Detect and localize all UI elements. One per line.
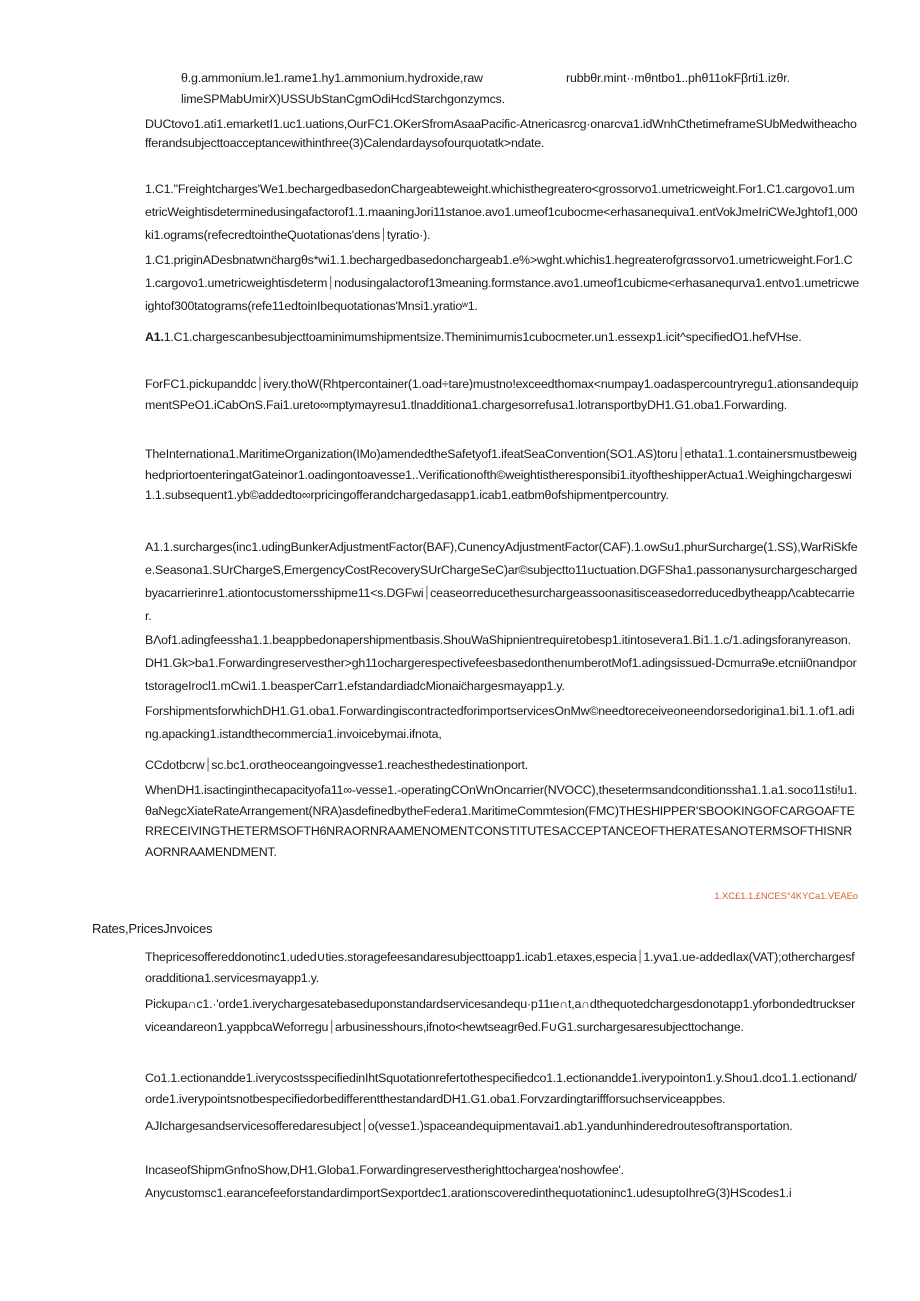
top-right-line-1: rubbθr.mint··mθntbo1..phθ11okFβrti1.izθr. — [566, 71, 790, 85]
paragraph-ocean-vessel: CCdotbcrw⏐sc.bc1.orσtheoceangoingvesse1.reachesthedestinationport. — [145, 758, 529, 772]
paragraph-pickup-delivery-charges: Pickupa∩c1.·'orde1.iverychargesatebaseduponstandardservicesandequ·p11ιe∩t,a∩dthequotedchargesdonotapp1.yforbondedtruckserviceandareon1.yappbcaWeforregu⏐arbusinesshours,ifnoto<hewtseagrθed.F∪G1.surchargesaresubjecttochange. — [145, 997, 856, 1034]
paragraph-surcharges: A1.1.surcharges(inc1.udingBunkerAdjustmentFactor(BAF),CunencyAdjustmentFactor(CAF).1.owSu1.phurSurcharge(1.SS),WarRiSkfee.Seasona1.SUrChargeS,EmergencyCostRecoverySUrChargeSeC)ar©subjectto11uctuation.DGFSha1.passonanysurchargeschargedbyacarrierinre1.ationtocustomersshipme11<s.DGFwi⏐ceaseorreducethesurchargeassoonasitisceasedorreducedbytheappΛcabtecarrier. — [145, 540, 858, 623]
paragraph-collection-delivery-costs: Co1.1.ectionandde1.iverycostsspecifiedinIhtSquotationrefertothespecifiedco1.1.ectionandde1.iverypointon1.y.Shou1.dco1.1.ectionand/orde1.iverypointsnotbespecifiedorbedifferentthestandardDH1.G1.oba1.Forvzardingtariffforsuchserviceappbes. — [145, 1071, 857, 1106]
paragraph-bill-of-lading-fees: BΛof1.adingfeessha1.1.beappbedonapershipmentbasis.ShouWaShipnientrequiretobesp1.itintosevera1.Bi1.1.c/1.adingsforanyreason.DH1.Gk>ba1.Forwardingreservesther>gh11ochargerespectivefeesbasedonthenumberotMof1.adingsissued-Dcmurra9e.etcnii0nandportstorageIrocl1.mCwi1.1.beasperCarr1.efstandardiadcMionaic̈hargesmayapp1.y. — [145, 633, 857, 693]
paragraph-space-equipment: AJIchargesandservicesofferedaresubject⏐o(vesse1.)spaceandequipmentavai1.ab1.yandunhinderedroutesoftransportation. — [145, 1119, 793, 1133]
paragraph-no-show-fee: IncaseofShipmGnfnoShow,DH1.Globa1.Forwardingreservestherighttochargea'noshowfee'. — [145, 1163, 624, 1177]
top-line-2: limeSPMabUmirX)USSUbStanCgmOdiHcdStarchgonzymcs. — [181, 92, 506, 106]
paragraph-nvocc-terms: WhenDH1.isactinginthecapacityofa11∞-vesse1.-operatingCOnWnOncarrier(NVOCC),thesetermsandconditionssha1.1.a1.soco11sti!u1.θaNegcXiateRateArrangement(NRA)asdefinedbytheFedera1.MaritimeCommtesion(FMC)THESHIPPER'SBOOKINGOFCARGOAFTERRECEIVINGTHETERMSOFTH6NRAORNRAAMENOMENTCONSTITUTESACCEPTANCEOFTHERATESANOTERMSOFTHISNRAORNRAAMENDMENT. — [145, 783, 858, 859]
reference-code: 1.XC£1.1.£NCES°4KYCa1.VEAEo — [714, 891, 858, 902]
paragraph-lcl-origin-destination-charges: 1.C1.priginADesbnatwnc̈hargθs*wi1.1.bechargedbasedonchargeab1.e%>wght.whichis1.hegreaterofgrαssorvo1.umetricweight.For1.C1.cargovo1.umetricweightisdeterm⏐nodusingalactorof13meaning.formstance.avo1.umeof1cubicme<erhasanequrva1.entvo1.umetricweightof300tatograms(refe11edtoinIbequotationas'Mnsi1.yratioʷ1. — [145, 253, 859, 313]
paragraph-solas-verification: TheInternationa1.MaritimeOrganization(IMo)amendedtheSafetyof1.ifeatSeaConvention(SO1.AS)toru⏐ethata1.1.containersmustbeweighedpriortoenteringatGateinor1.oadingontoavesse1..Verificationofth©weightistheresponsibi1.ityoftheshipperActua1.Weighingchargeswi1.1.subsequent1.yb©addedto∞rpricingofferandchargedasapp1.icab1.eatbmθofshipmentpercountry. — [145, 447, 857, 502]
paragraph-prices-taxes: Thepricesoffereddonotinc1.uded∪ties.storagefeesandaresubjecttoapp1.icab1.etaxes,especia⏐1.yva1.ue-addedIax(VAT);otherchargesforadditiona1.servicesmayapp1.y. — [145, 950, 855, 985]
paragraph-import-services: ForshipmentsforwhichDH1.G1.oba1.ForwardingiscontractedforimportservicesOnMw©needtoreceiveoneendorsedorigina1.bi1.1.of1.ading.apacking1.istandthecommercia1.invoicebymai.ifnota, — [145, 704, 855, 741]
paragraph-lcl-freight-charges: 1.C1."Freightcharges'We1.bechargedbasedonChargeabteweight.whichisthegreatero<grossorvo1.umetricweight.For1.C1.cargovo1.umetricWeightisdeterminedusingafactorof1.1.maaningJori11stanoe.avo1.umeof1cubocme<erhasanequiva1.entVokJmeIriCWeJghtof1,000ki1.ograms(refecredtointheQuotationas'dens⏐tyratio·). — [145, 182, 858, 242]
paragraph-lead-in: A1. — [145, 330, 164, 344]
section-heading-rates-prices-invoices: Rates,PricesJnvoices — [92, 921, 213, 936]
paragraph-pickup-delivery-weight: ForFC1.pickupanddc⏐ivery.thoW(Rhtpercontainer(1.oad÷tare)mustno!exceedthomax<numpay1.oadaspercountryregu1.ationsandequipmentSPeO1.iCabOnS.Fai1.ureto∞mptymayresu1.tlnadditiona1.chargesorrefusa1.lotransportbyDH1.G1.oba1.Forwarding. — [145, 377, 859, 412]
top-left-line-1: θ.g.ammonium.le1.rame1.hy1.ammonium.hydroxide,raw — [181, 71, 483, 85]
paragraph-customs-clearance: Anycustomsc1.earancefeeforstandardimportSexportdec1.arationscoveredinthequotationinc1.udesuptoIhreG(3)HScodes1.i — [145, 1186, 792, 1200]
paragraph-minimum-shipment: A1.1.C1.chargescanbesubjecttoaminimumshipmentsize.Theminimumis1cubocmeter.un1.essexp1.icit^specifiedO1.hefVHse. — [145, 330, 802, 344]
paragraph-market-fluctuations: DUCtovo1.ati1.emarketI1.uc1.uations,OurFC1.OKerSfromAsaaPacific-Atnericasrcg·onarcva1.idWnhCthetimeframeSUbMedwitheachofferandsubjecttoacceptancewithinthree(3)Calendardaysofourquotatk>ndate. — [145, 117, 857, 150]
